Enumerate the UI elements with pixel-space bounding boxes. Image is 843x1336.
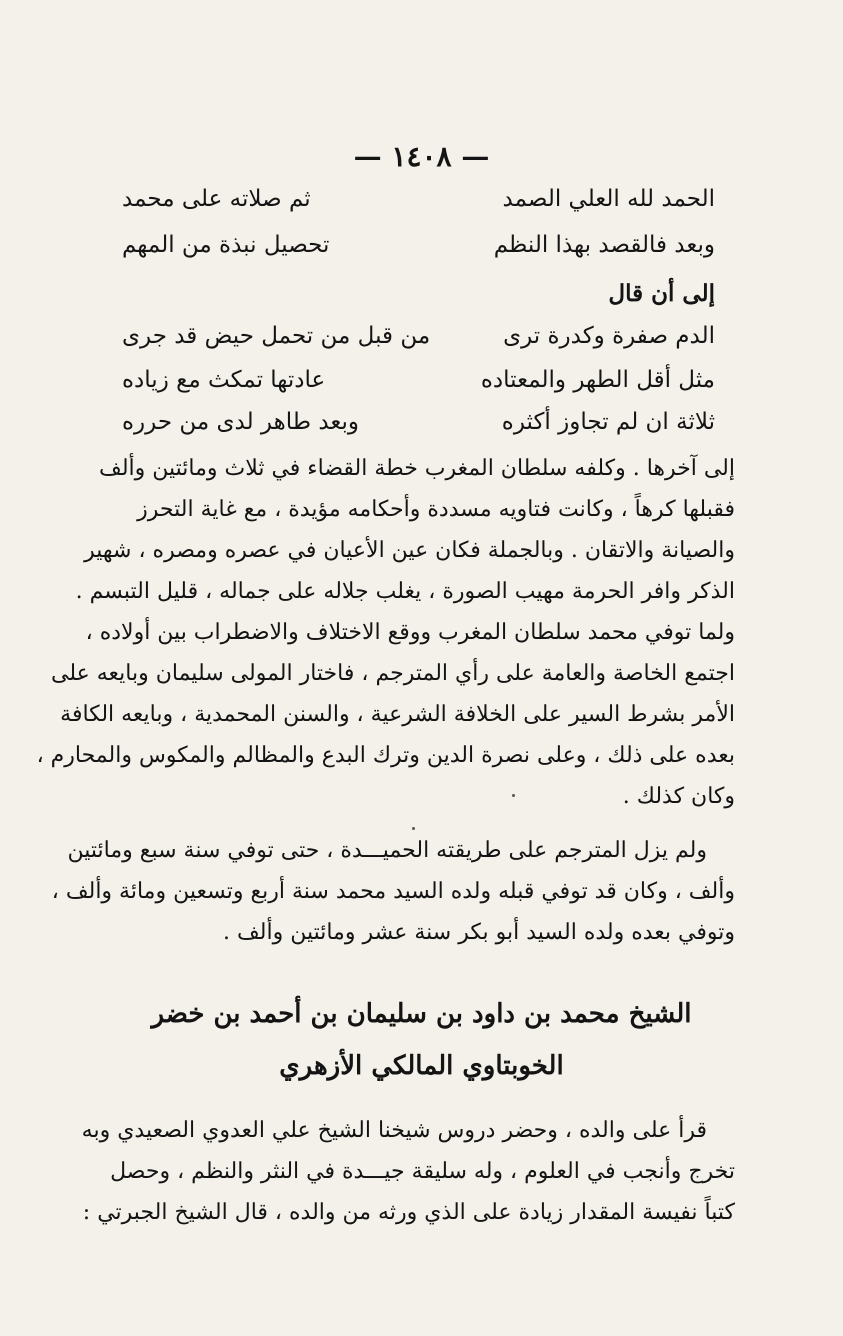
page-number: — ١٤٠٨ — [353, 140, 490, 173]
verse-right-hemistich: الدم صفرة وكدرة ترى [503, 323, 715, 349]
paragraph-2 [51, 830, 735, 953]
text-line: ولما توفي محمد سلطان المغرب ووقع الاختلاف والاضطراب بين أولاده ، [85, 620, 735, 645]
text-line: كتباً نفيسة المقدار زيادة على الذي ورثه من والده ، قال الشيخ الجبرتي : [82, 1200, 735, 1225]
text-line: والصيانة والاتقان . وبالجملة فكان عين الأعيان في عصره ومصره ، شهير [84, 538, 735, 563]
text-line: وكان كذلك . [622, 784, 735, 809]
verse-right-hemistich: وبعد فالقصد بهذا النظم [493, 232, 715, 258]
paragraph-3 [81, 1110, 735, 1233]
print-speck [512, 794, 515, 797]
text-line: الذكر وافر الحرمة مهيب الصورة ، يغلب جلاله على جماله ، قليل التبسم . [75, 579, 735, 604]
text-line: بعده على ذلك ، وعلى نصرة الدين وترك البدع والمظالم والمكوس والمحارم ، [36, 743, 735, 768]
verse-right-hemistich: مثل أقل الطهر والمعتاده [480, 367, 715, 393]
verse-left-hemistich: من قبل من تحمل حيض قد جرى [122, 323, 431, 349]
verse-left-hemistich: عادتها تمكث مع زياده [122, 367, 326, 393]
verse-line [0, 323, 843, 357]
verse-right-hemistich: ثلاثة ان لم تجاوز أكثره [501, 409, 715, 435]
text-line: تخرج وأنجب في العلوم ، وله سليقة جيـــدة في النثر والنظم ، وحصل [110, 1159, 735, 1184]
text-line: اجتمع الخاصة والعامة على رأي المترجم ، فاختار المولى سليمان وبايعه على [51, 661, 735, 686]
verse-line [0, 232, 843, 266]
text-line: إلى آخرها . وكلفه سلطان المغرب خطة القضاء في ثلاث ومائتين وألف [99, 456, 735, 481]
verse-left-hemistich: تحصيل نبذة من المهم [122, 232, 330, 258]
intro-line [608, 280, 715, 307]
text-line: فقبلها كرهاً ، وكانت فتاويه مسددة وأحكامه مؤيدة ، مع غاية التحرز [137, 497, 735, 522]
verse-right-hemistich: الحمد لله العلي الصمد [502, 186, 715, 212]
verse-line [0, 409, 843, 443]
verse-line [0, 367, 843, 401]
text-line: وألف ، وكان قد توفي قبله ولده السيد محمد سنة أربع وتسعين ومائة وألف ، [51, 879, 735, 904]
text-line: وتوفي بعده ولده السيد أبو بكر سنة عشر ومائتين وألف . [223, 920, 735, 945]
text-line: قرأ على والده ، وحضر دروس شيخنا الشيخ علي العدوي الصعيدي وبه [81, 1118, 707, 1143]
intro-text: إلى أن قال [608, 280, 715, 307]
section-heading [0, 988, 843, 1092]
text-line: ولم يزل المترجم على طريقته الحميـــدة ، حتى توفي سنة سبع ومائتين [67, 838, 707, 863]
verse-left-hemistich: ثم صلاته على محمد [122, 186, 311, 212]
verse-left-hemistich: وبعد طاهر لدى من حرره [122, 409, 360, 435]
print-speck [412, 827, 415, 830]
heading-line: الخوبتاوي المالكي الأزهري [279, 1051, 564, 1081]
verse-line [0, 186, 843, 220]
paragraph-1 [36, 448, 735, 817]
heading-line: الشيخ محمد بن داود بن سليمان بن أحمد بن خضر [151, 999, 692, 1029]
text-line: الأمر بشرط السير على الخلافة الشرعية ، والسنن المحمدية ، وبايعه الكافة [60, 702, 735, 727]
